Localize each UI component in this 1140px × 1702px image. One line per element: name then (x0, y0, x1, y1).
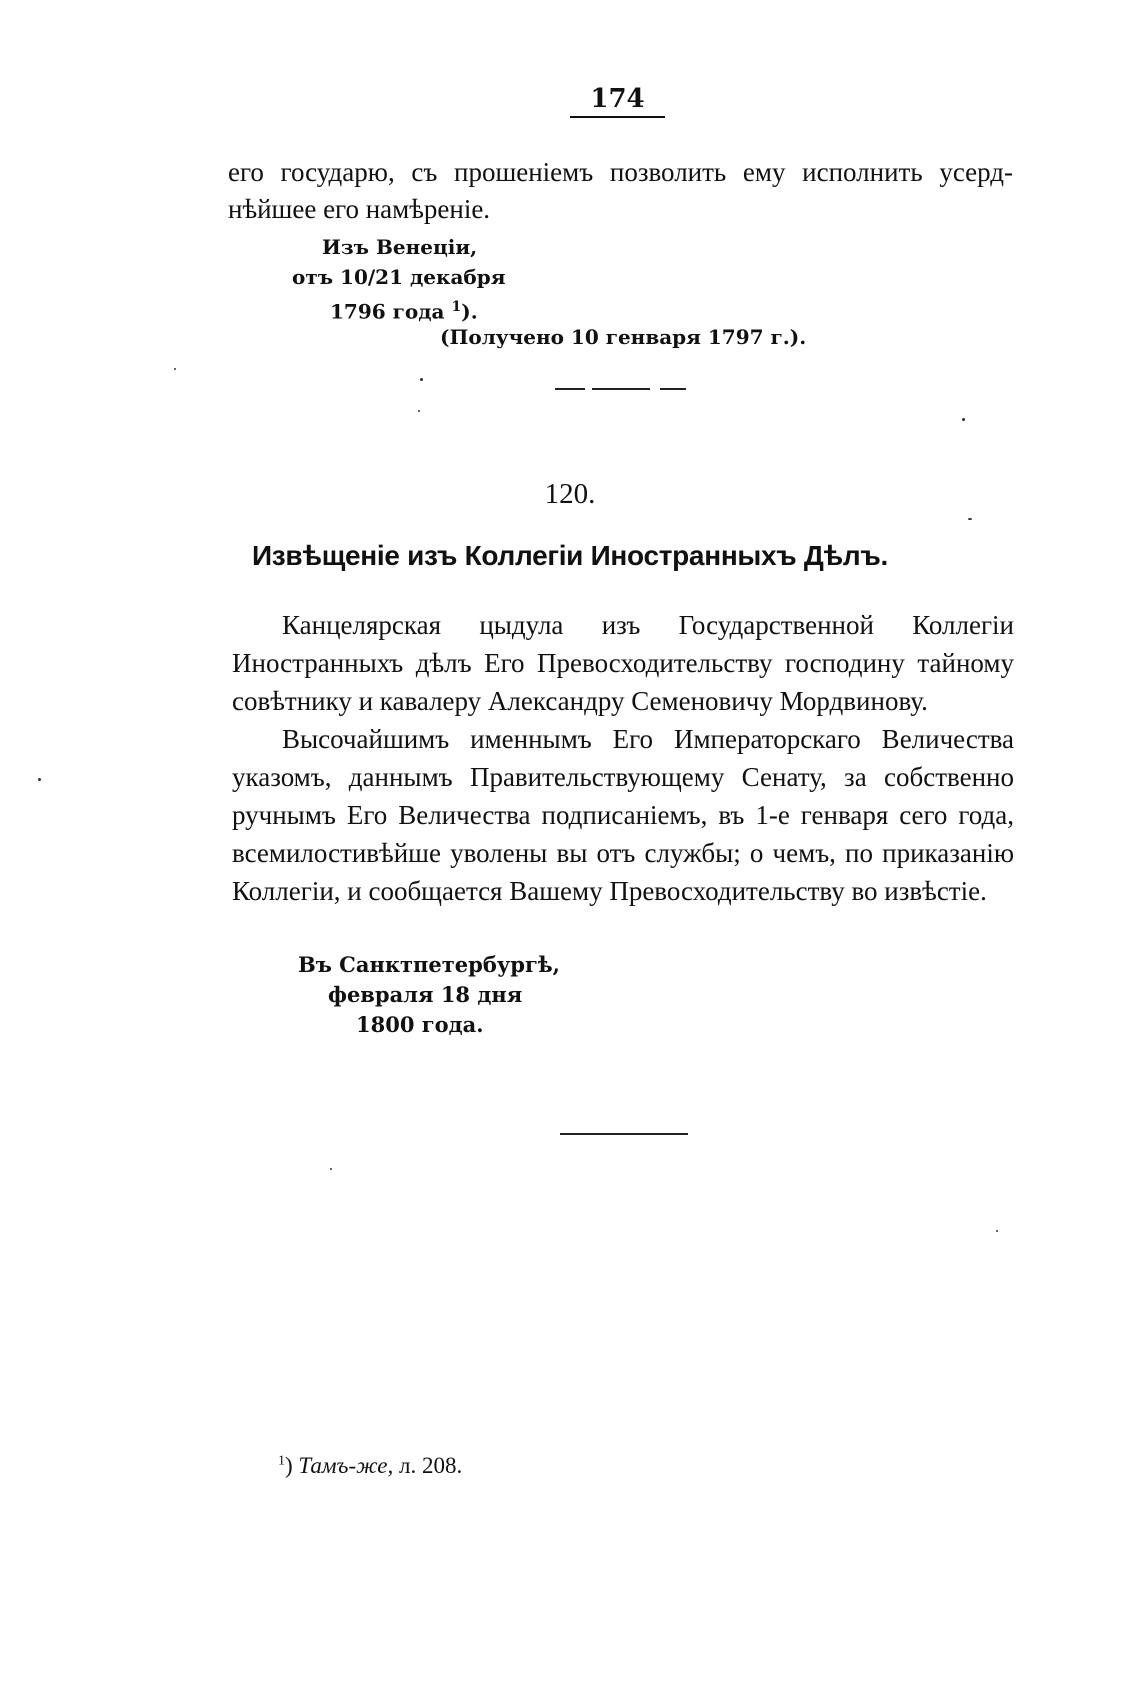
previous-signature-date: отъ 10/21 декабря (292, 265, 506, 289)
previous-text-line-1: его государю, съ прошеніемъ позволить ему исполнить усерд- (228, 157, 1013, 187)
signature-place: Въ Санктпетербургѣ, (298, 952, 560, 977)
paragraph-1-text: Канцелярская цыдула изъ Государственной Коллегіи Иностранныхъ дѣлъ Его Превосходительству господину тайному совѣтнику и кавалеру Александру Семеновичу Мордвинову. (232, 610, 1014, 716)
scan-speck (968, 518, 972, 520)
signature-date: февраля 18 дня (328, 982, 523, 1007)
scan-speck (418, 410, 420, 412)
footnote-mark: 1 (278, 1453, 285, 1469)
separator-dash (555, 388, 585, 390)
footnote-source: Тамъ-же, (298, 1453, 394, 1478)
footnote-mark-tail: ) (285, 1453, 293, 1478)
scan-speck (420, 378, 423, 381)
previous-year-text: 1796 года (330, 299, 445, 324)
previous-signature-place: Изъ Венеціи, (322, 235, 478, 259)
previous-document-ending (228, 154, 1013, 228)
scan-speck (996, 1230, 998, 1232)
footnote-reference-mark: 1 (451, 299, 462, 315)
received-note: (Получено 10 генваря 1797 г.). (440, 325, 807, 349)
scan-speck (174, 368, 176, 370)
document-paragraph-2 (232, 720, 1014, 910)
scan-speck (962, 418, 965, 421)
previous-year-tail: ). (461, 299, 478, 324)
footnote-ref: л. 208. (398, 1453, 463, 1478)
document-paragraph-1 (232, 606, 1014, 720)
paragraph-2-text: Высочайшимъ именнымъ Его Императорскаго Величества указомъ, даннымъ Правительствующему Сенату, за собственно ручнымъ Его Величества подписаніемъ, въ 1-е генваря сего года, всемилостивѣйше уволены вы отъ службы; о чемъ, по приказанію Коллегіи, и сообщается Вашему Превосходительству во извѣстіе. (232, 724, 1014, 906)
document-title: Извѣщеніе изъ Коллегіи Иностранныхъ Дѣлъ. (251, 540, 889, 571)
separator-dash (660, 388, 686, 390)
document-number: 120. (544, 478, 596, 510)
previous-text-line-2: нѣйшее его намѣреніе. (228, 194, 491, 224)
scan-speck (330, 1168, 332, 1170)
footnote (278, 1453, 462, 1479)
page-number: 174 (570, 84, 665, 118)
signature-year: 1800 года. (356, 1012, 484, 1037)
end-separator (560, 1133, 688, 1135)
scan-speck (38, 778, 41, 781)
separator-dash (592, 388, 650, 390)
